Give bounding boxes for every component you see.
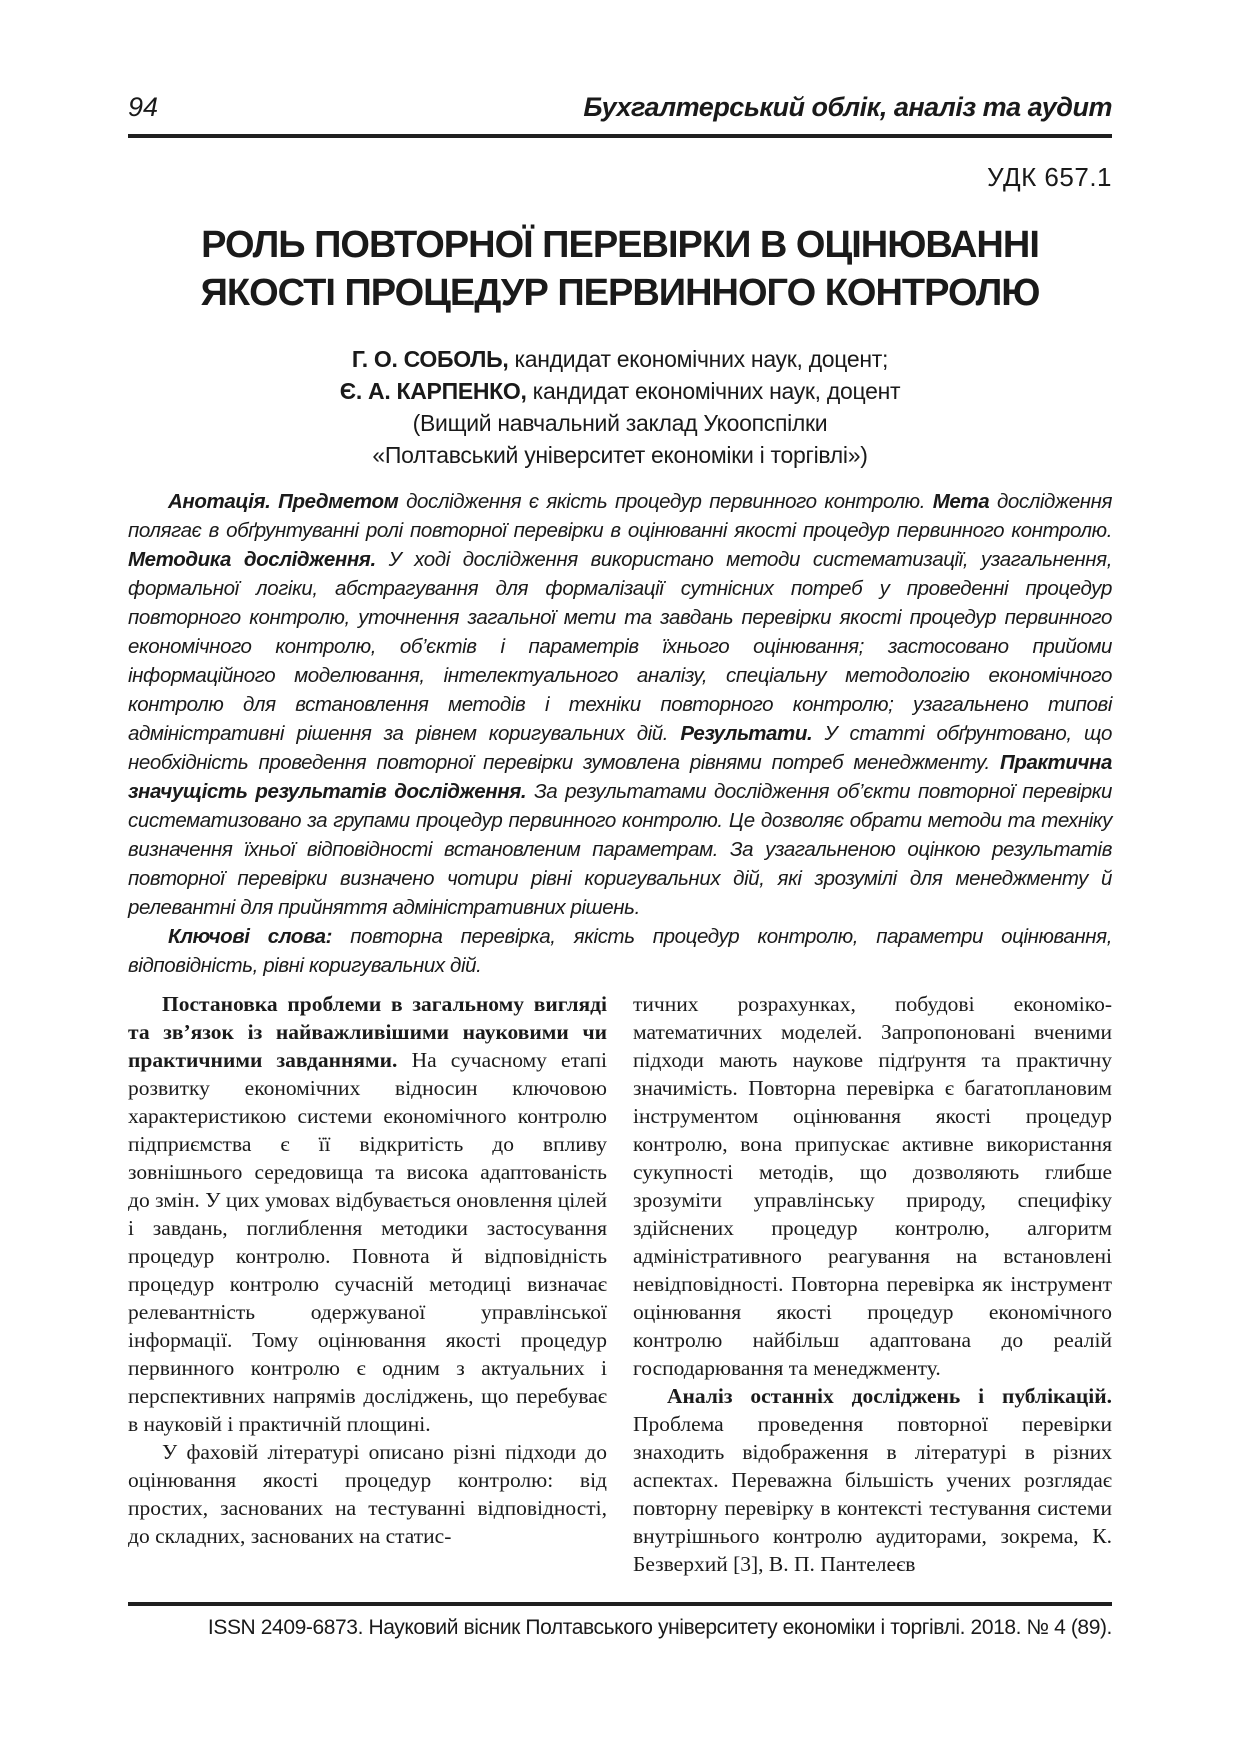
- article-title: [128, 221, 1112, 317]
- running-header-title: Бухгалтерський облік, аналіз та аудит: [583, 92, 1112, 122]
- udc-code: УДК 657.1: [987, 162, 1112, 192]
- footer-issn-line: ISSN 2409-6873. Науковий вісник Полтавського університету економіки і торгівлі. 2018. № 4 (89).: [207, 1616, 1112, 1639]
- left-column: [128, 990, 607, 1578]
- article-title-line-1: РОЛЬ ПОВТОРНОЇ ПЕРЕВІРКИ В ОЦІНЮВАННІ: [201, 224, 1039, 266]
- right-column: [633, 990, 1112, 1578]
- page-footer: [128, 1602, 1112, 1640]
- page-content: [128, 0, 1112, 1578]
- right-paragraph-2: Аналіз останніх досліджень і публікацій. Проблема проведення повторної перевірки знаходить відображення в літературі в різних аспектах. Переважна більшість учених розглядає повторну перевірку в контексті тестування системи внутрішнього контролю аудиторами, зокрема, К. Безверхий [3], В. П. Пантелеєв: [633, 1384, 1112, 1576]
- affiliation-line-2: «Полтавський університет економіки і торгівлі»): [372, 442, 868, 468]
- abstract-block: [128, 487, 1112, 980]
- left-paragraph-1: Постановка проблеми в загальному вигляді та зв’язок із найважливішими науковими чи практичними завданнями. На сучасному етапі розвитку економічних відносин ключовою характеристикою системи економічного контролю підприємства є її відкритість до впливу зовнішнього середовища та висока адаптованість до змін. У цих умовах відбувається оновлення цілей і завдань, поглиблення методики застосування процедур контролю. Повнота й відповідність процедур контролю сучасній методиці визначає релевантність одержуваної управлінської інформації. Тому оцінювання якості процедур первинного контролю є одним з актуальних і перспективних напрямів досліджень, що перебуває в науковій і практичній площині.: [128, 992, 607, 1436]
- affiliation-line-1: (Вищий навчальний заклад Укоопспілки: [412, 410, 828, 436]
- author-line-2: Є. А. КАРПЕНКО, кандидат економічних наук, доцент: [339, 378, 901, 404]
- page-number: 94: [128, 92, 159, 122]
- left-paragraph-2: У фаховій літературі описано різні підходи до оцінювання якості процедур контролю: від простих, заснованих на тестуванні відповідності, до складних, заснованих на статис-: [128, 1440, 607, 1548]
- authors-block: [128, 343, 1112, 471]
- keywords-paragraph: Ключові слова: повторна перевірка, якість процедур контролю, параметри оцінювання, відповідність, рівні коригувальних дій.: [128, 925, 1112, 977]
- right-paragraph-1: тичних розрахунках, побудові економіко-математичних моделей. Запропоновані вченими підходи мають наукове підґрунтя та практичну значимість. Повторна перевірка є багатоплановим інструментом оцінювання якості процедур контролю, вона припускає активне використання сукупності методів, що дозволяють глибше зрозуміти управлінську природу, специфіку здійснених процедур контролю, алгоритм адміністративного реагування на встановлені невідповідності. Повторна перевірка як інструмент оцінювання якості процедур економічного контролю найбільш адаптована до реалій господарювання та менеджменту.: [633, 992, 1112, 1380]
- body-columns: [128, 990, 1112, 1578]
- author-line-1: Г. О. СОБОЛЬ, кандидат економічних наук, доцент;: [351, 346, 889, 372]
- running-header: [128, 0, 1112, 138]
- article-title-line-2: ЯКОСТІ ПРОЦЕДУР ПЕРВИННОГО КОНТРОЛЮ: [200, 272, 1040, 314]
- abstract-paragraph: Анотація. Предметом дослідження є якість процедур первинного контролю. Мета дослідження полягає в обґрунтуванні ролі повторної перевірки в оцінюванні якості процедур первинного контролю. Методика дослідження. У ході дослідження використано методи систематизації, узагальнення, формальної логіки, абстрагування для формалізації сутнісних потреб у проведенні процедур повторного контролю, уточнення загальної мети та завдань перевірки якості процедур первинного економічного контролю, об’єктів і параметрів їхнього оцінювання; застосовано прийоми інформаційного моделювання, інтелектуального аналізу, спеціальну методологію економічного контролю для встановлення методів і техніки повторного контролю; узагальнено типові адміністративні рішення за рівнем коригувальних дій. Результати. У статті обґрунтовано, що необхідність проведення повторної перевірки зумовлена рівнями потреб менеджменту. Практична значущість результатів дослідження. За результатами дослідження об’єкти повторної перевірки систематизовано за групами процедур первинного контролю. Це дозволяє обрати методи та техніку визначення їхньої відповідності встановленим параметрам. За узагальненою оцінкою результатів повторної перевірки визначено чотири рівні коригувальних дій, які зрозумілі для менеджменту й релевантні для прийняття адміністративних рішень.: [128, 490, 1113, 919]
